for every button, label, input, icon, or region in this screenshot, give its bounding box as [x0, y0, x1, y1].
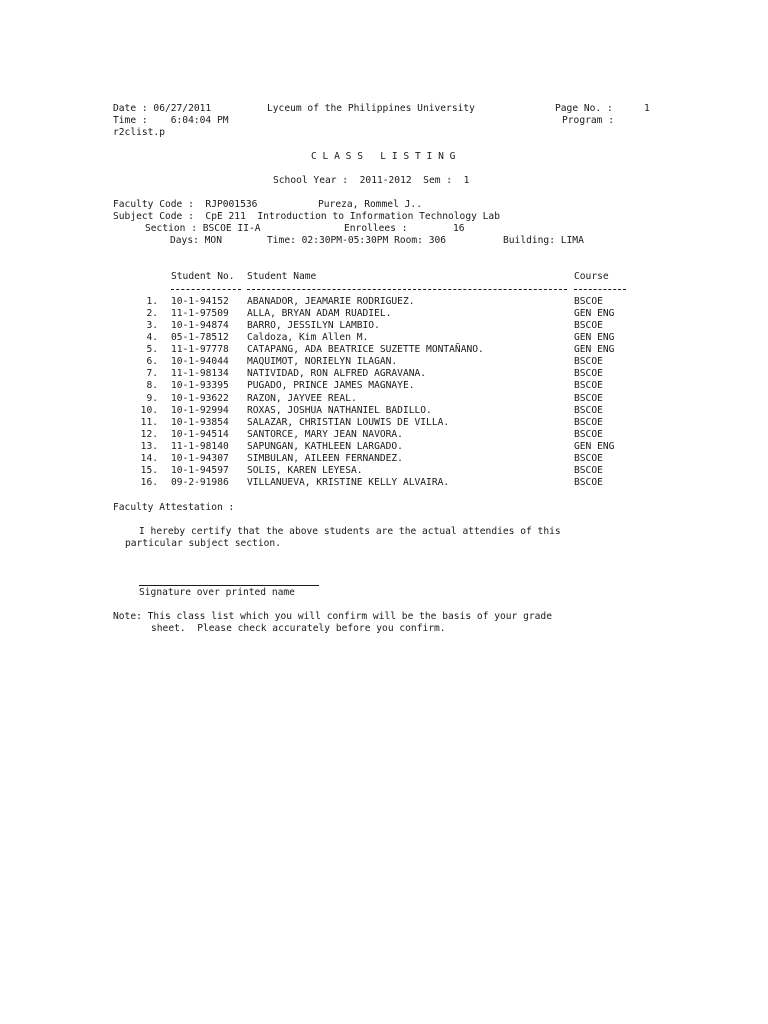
report-id: r2clist.p [113, 127, 165, 138]
student-number: 05-1-78512 [171, 332, 229, 344]
student-number: 10-1-94874 [171, 320, 229, 332]
student-name: SALAZAR, CHRISTIAN LOUWIS DE VILLA. [247, 416, 450, 428]
table-row [0, 477, 768, 489]
student-number: 10-1-93622 [171, 392, 229, 404]
note-line-1: Note: This class list which you will confirm will be the basis of your grade [113, 611, 552, 622]
table-row [0, 417, 768, 429]
table-row [0, 296, 768, 308]
table-row [0, 405, 768, 417]
note-line-2: sheet. Please check accurately before you confirm. [151, 623, 446, 634]
student-number: 11-1-98140 [171, 440, 229, 452]
student-course: BSCOE [574, 416, 603, 428]
student-name: MAQUIMOT, NORIELYN ILAGAN. [247, 356, 398, 368]
school-year-line: School Year : 2011-2012 Sem : 1 [273, 175, 470, 186]
report-date: Date : 06/27/2011 [113, 103, 212, 114]
student-course: BSCOE [574, 404, 603, 416]
row-number: 3. [146, 320, 158, 332]
student-name: ABANADOR, JEAMARIE RODRIGUEZ. [247, 296, 415, 307]
student-course: GEN ENG [574, 332, 615, 344]
student-number: 10-1-94597 [171, 464, 229, 476]
attestation-line-1: I hereby certify that the above students are the actual attendies of this [139, 526, 561, 537]
faculty-name: Pureza, Rommel J.. [318, 199, 422, 210]
student-name: CATAPANG, ADA BEATRICE SUZETTE MONTAÑANO. [247, 344, 484, 356]
student-number: 10-1-93395 [171, 380, 229, 392]
row-number: 4. [146, 332, 158, 344]
student-course: BSCOE [574, 428, 603, 440]
student-name: SOLIS, KAREN LEYESA. [247, 464, 363, 476]
column-header-student-name: Student Name [247, 271, 317, 282]
table-row [0, 393, 768, 405]
student-course: BSCOE [574, 368, 603, 380]
table-row [0, 441, 768, 453]
table-row [0, 380, 768, 392]
signature-line [139, 585, 319, 586]
student-course: BSCOE [574, 380, 603, 392]
student-name: BARRO, JESSILYN LAMBIO. [247, 320, 380, 332]
student-course: GEN ENG [574, 308, 615, 320]
row-number: 6. [146, 356, 158, 368]
student-name: Caldoza, Kim Allen M. [247, 332, 369, 344]
column-header-student-no: Student No. [171, 271, 235, 282]
student-course: GEN ENG [574, 344, 615, 356]
section-line: Section : BSCOE II-A [145, 223, 261, 234]
column-header-course: Course [574, 271, 609, 282]
row-number: 5. [146, 344, 158, 356]
row-number: 2. [146, 308, 158, 320]
student-name: VILLANUEVA, KRISTINE KELLY ALVAIRA. [247, 476, 450, 488]
building-line: Building: LIMA [503, 235, 584, 246]
attestation-label: Faculty Attestation : [113, 502, 235, 513]
separator-student-no [171, 289, 241, 290]
document-title: C L A S S L I S T I N G [311, 151, 456, 162]
student-name: PUGADO, PRINCE JAMES MAGNAYE. [247, 380, 415, 392]
student-number: 10-1-92994 [171, 404, 229, 416]
signature-caption: Signature over printed name [139, 587, 295, 598]
page-number: 1 [644, 103, 650, 114]
student-course: BSCOE [574, 464, 603, 476]
student-number: 10-1-94514 [171, 428, 229, 440]
row-number: 8. [146, 380, 158, 392]
student-course: BSCOE [574, 296, 603, 307]
student-name: ROXAS, JOSHUA NATHANIEL BADILLO. [247, 404, 432, 416]
student-number: 11-1-98134 [171, 368, 229, 380]
student-course: BSCOE [574, 452, 603, 464]
table-row [0, 356, 768, 368]
table-row [0, 308, 768, 320]
separator-course [574, 289, 626, 290]
student-number: 10-1-93854 [171, 416, 229, 428]
student-course: BSCOE [574, 476, 603, 488]
row-number: 13. [140, 440, 158, 452]
student-name: SAPUNGAN, KATHLEEN LARGADO. [247, 440, 403, 452]
row-number: 7. [146, 368, 158, 380]
student-name: NATIVIDAD, RON ALFRED AGRAVANA. [247, 368, 427, 380]
row-number: 1. [146, 296, 158, 307]
student-course: GEN ENG [574, 440, 615, 452]
program-label: Program : [562, 115, 614, 126]
university-name: Lyceum of the Philippines University [267, 103, 475, 114]
row-number: 9. [146, 392, 158, 404]
report-time: Time : 6:04:04 PM [113, 115, 229, 126]
time-room-line: Time: 02:30PM-05:30PM Room: 306 [267, 235, 447, 246]
student-course: BSCOE [574, 320, 603, 332]
student-course: BSCOE [574, 356, 603, 368]
student-course: BSCOE [574, 392, 603, 404]
table-row [0, 429, 768, 441]
student-number: 09-2-91986 [171, 476, 229, 488]
table-row [0, 344, 768, 356]
row-number: 12. [140, 428, 158, 440]
days-line: Days: MON [170, 235, 222, 246]
student-number: 11-1-97778 [171, 344, 229, 356]
row-number: 15. [140, 464, 158, 476]
enrollees-count: 16 [453, 223, 465, 234]
row-number: 14. [140, 452, 158, 464]
student-number: 10-1-94152 [171, 296, 229, 307]
table-row [0, 320, 768, 332]
faculty-code: Faculty Code : RJP001536 [113, 199, 258, 210]
student-number: 10-1-94044 [171, 356, 229, 368]
table-row [0, 465, 768, 477]
table-row [0, 332, 768, 344]
row-number: 16. [140, 476, 158, 488]
row-number: 11. [140, 416, 158, 428]
subject-line: Subject Code : CpE 211 Introduction to Information Technology Lab [113, 211, 500, 222]
enrollees-label: Enrollees : [344, 223, 408, 234]
student-name: SIMBULAN, AILEEN FERNANDEZ. [247, 452, 403, 464]
student-number: 10-1-94307 [171, 452, 229, 464]
student-name: SANTORCE, MARY JEAN NAVORA. [247, 428, 403, 440]
attestation-line-2: particular subject section. [125, 538, 281, 549]
table-row [0, 453, 768, 465]
student-name: ALLA, BRYAN ADAM RUADIEL. [247, 308, 392, 320]
separator-student-name [247, 289, 567, 290]
table-row [0, 368, 768, 380]
student-name: RAZON, JAYVEE REAL. [247, 392, 357, 404]
student-number: 11-1-97509 [171, 308, 229, 320]
page-number-label: Page No. : [555, 103, 613, 114]
row-number: 10. [140, 404, 158, 416]
